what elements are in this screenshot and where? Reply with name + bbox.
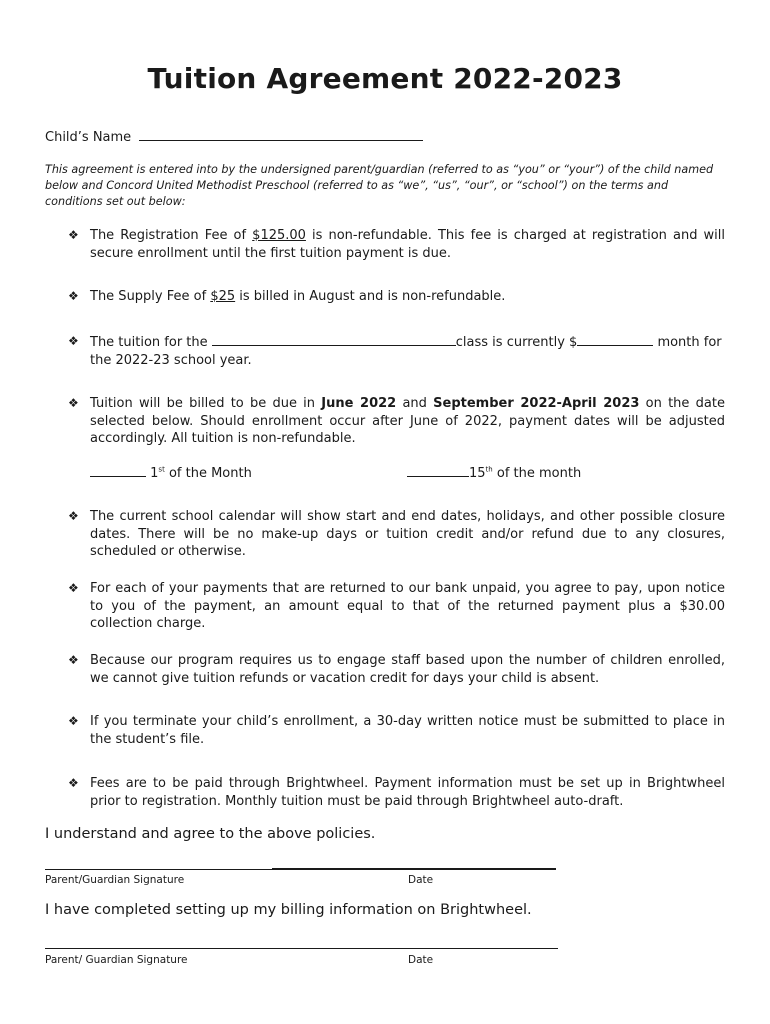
bullet-diamond-icon: ❖ <box>68 334 79 348</box>
bullet-diamond-icon: ❖ <box>68 776 79 790</box>
list-item-brightwheel-fees: ❖ Fees are to be paid through Brightwheel. Payment information must be set up in Brightwheel prior to registration. Monthly tuition must be paid through Brightwheel auto-draft. <box>68 776 725 809</box>
list-item-termination-notice: ❖ If you terminate your child’s enrollment, a 30-day written notice must be submitted to place in the student’s file. <box>68 714 725 747</box>
date-line-1[interactable] <box>272 868 556 870</box>
list-item-staffing-refunds: ❖ Because our program requires us to engage staff based upon the number of children enrolled, we cannot give tuition refunds or vacation credit for days your child is absent. <box>68 653 725 686</box>
list-item-school-calendar: ❖ The current school calendar will show start and end dates, holidays, and other possible closure dates. There will be no make-up days or tuition credit and/or refund due to any closures, scheduled or otherwise. <box>68 509 725 559</box>
list-item-supply-fee: ❖ The Supply Fee of $25 is billed in August and is non-refundable. <box>68 289 506 304</box>
billing-setup-statement: I have completed setting up my billing information on Brightwheel. <box>45 902 532 918</box>
list-item-returned-payments: ❖ For each of your payments that are returned to our bank unpaid, you agree to pay, upon notice to you of the payment, an amount equal to that of the returned payment plus a $30.00 collection charge. <box>68 581 725 631</box>
tuition-amount-blank <box>577 333 653 346</box>
bullet-diamond-icon: ❖ <box>68 653 79 667</box>
bullet-diamond-icon: ❖ <box>68 581 79 595</box>
child-name-blank <box>139 128 423 141</box>
list-item-registration-fee: ❖ The Registration Fee of $125.00 is non-refundable. This fee is charged at registration and will secure enrollment until the first tuition payment is due. <box>68 228 725 261</box>
date-label-1: Date <box>408 874 434 886</box>
payment-option-fifteenth: 15th of the month <box>407 464 581 481</box>
option-first-blank[interactable] <box>90 464 146 477</box>
registration-fee-amount: $125.00 <box>252 228 306 243</box>
bullet-diamond-icon: ❖ <box>68 289 79 303</box>
supply-fee-amount: $25 <box>210 289 236 304</box>
bullet-diamond-icon: ❖ <box>68 228 79 242</box>
signature-line-2[interactable] <box>45 948 558 949</box>
agreement-statement: I understand and agree to the above policies. <box>45 826 376 842</box>
child-name-row <box>45 128 423 145</box>
option-fifteenth-blank[interactable] <box>407 464 469 477</box>
bullet-diamond-icon: ❖ <box>68 509 79 523</box>
signature-label-2: Parent/ Guardian Signature <box>45 954 188 966</box>
bullet-diamond-icon: ❖ <box>68 396 79 410</box>
payment-option-first: 1st of the Month <box>90 464 252 481</box>
class-name-blank <box>212 333 456 346</box>
date-label-2: Date <box>408 954 434 966</box>
list-item-billing-dates: ❖ Tuition will be billed to be due in June 2022 and September 2022-April 2023 on the date selected below. Should enrollment occur after June of 2022, payment dates will be adjusted accordingly. All tuition is non-refundable. <box>68 396 725 446</box>
intro-paragraph: This agreement is entered into by the undersigned parent/guardian (referred to as “you” or “your”) of the child named below and Concord United Methodist Preschool (referred to as “we”, “us”, “our”, or “school”) on the terms and conditions set out below: <box>45 163 714 208</box>
signature-label-1: Parent/Guardian Signature <box>45 874 185 886</box>
bullet-diamond-icon: ❖ <box>68 714 79 728</box>
page-title: Tuition Agreement 2022-2023 <box>147 62 623 95</box>
list-item-tuition-class: ❖ The tuition for the class is currently $ month for the 2022-23 school year. <box>68 334 722 368</box>
child-name-label: Child’s Name <box>45 130 132 145</box>
